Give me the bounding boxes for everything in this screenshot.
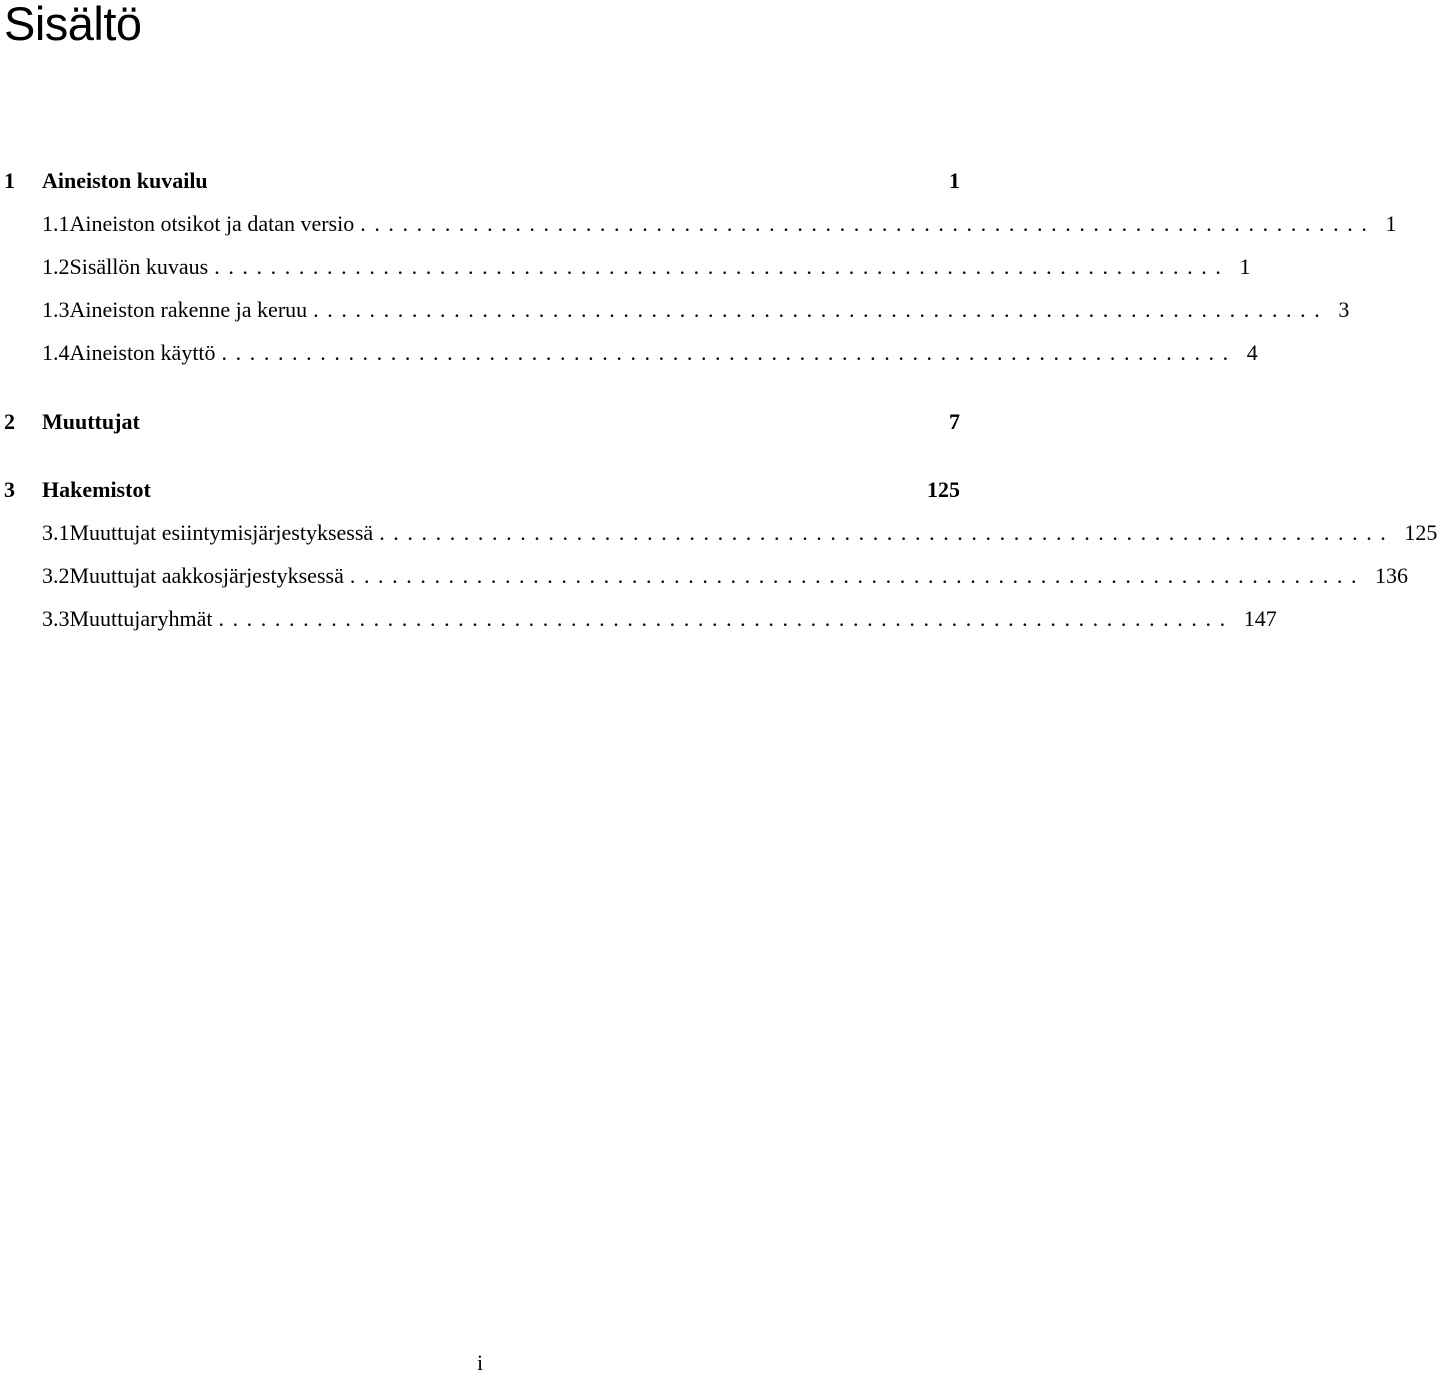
toc-section-number: 1.3 [42, 297, 70, 322]
toc-section-number: 3.1 [42, 520, 70, 545]
page-title: Sisältö [4, 0, 142, 50]
toc-section-1-4[interactable] [4, 340, 1258, 372]
toc-dot-leader: ........................................................................ [379, 520, 1395, 545]
toc-section-title[interactable]: Muuttujat aakkosjärjestyksessä [69, 563, 344, 588]
toc-section-3-3[interactable] [4, 606, 1277, 638]
toc-chapter-2[interactable] [4, 409, 960, 441]
toc-dot-leader: ........................................................................ [360, 211, 1376, 236]
toc-section-page: 136 [1375, 563, 1409, 588]
toc-chapter-page: 7 [949, 409, 960, 434]
toc-section-page: 147 [1243, 606, 1277, 631]
toc-section-3-1[interactable] [4, 520, 1437, 552]
toc-section-title[interactable]: Muuttujat esiintymisjärjestyksessä [69, 520, 374, 545]
toc-section-1-3[interactable] [4, 297, 1350, 329]
toc-chapter-page: 125 [927, 477, 960, 502]
toc-section-1-2[interactable] [4, 254, 1251, 286]
page-number: i [476, 1350, 484, 1375]
toc-section-page: 1 [1385, 211, 1397, 236]
toc-chapter-1[interactable] [4, 168, 960, 200]
toc-chapter-number: 2 [4, 409, 15, 434]
toc-dot-leader: ........................................................................ [221, 340, 1237, 365]
toc-section-number: 1.2 [42, 254, 70, 279]
toc-section-1-1[interactable] [4, 211, 1397, 243]
toc-section-3-2[interactable] [4, 563, 1409, 595]
toc-chapter-number: 1 [4, 168, 15, 193]
toc-section-page: 3 [1338, 297, 1350, 322]
toc-section-title[interactable]: Aineiston otsikot ja datan versio [69, 211, 355, 236]
toc-section-title[interactable]: Aineiston rakenne ja keruu [69, 297, 308, 322]
toc-dot-leader: ........................................................................ [313, 297, 1329, 322]
toc-chapter-title[interactable]: Muuttujat [42, 409, 140, 434]
toc-section-number: 3.3 [42, 606, 70, 631]
toc-chapter-page: 1 [949, 168, 960, 193]
toc-chapter-3[interactable] [4, 477, 960, 509]
toc-section-title[interactable]: Sisällön kuvaus [69, 254, 209, 279]
toc-section-page: 4 [1246, 340, 1258, 365]
toc-chapter-number: 3 [4, 477, 15, 502]
toc-section-title[interactable]: Muuttujaryhmät [69, 606, 213, 631]
toc-section-number: 1.1 [42, 211, 70, 236]
toc-dot-leader: ........................................................................ [214, 254, 1230, 279]
toc-dot-leader: ........................................................................ [349, 563, 1366, 588]
toc-section-number: 3.2 [42, 563, 70, 588]
toc-dot-leader: ........................................................................ [218, 606, 1234, 631]
toc-section-page: 1 [1239, 254, 1251, 279]
toc-section-page: 125 [1404, 520, 1437, 545]
toc-section-number: 1.4 [42, 340, 70, 365]
toc-section-title[interactable]: Aineiston käyttö [69, 340, 216, 365]
toc-chapter-title[interactable]: Aineiston kuvailu [42, 168, 208, 193]
toc-chapter-title[interactable]: Hakemistot [42, 477, 151, 502]
